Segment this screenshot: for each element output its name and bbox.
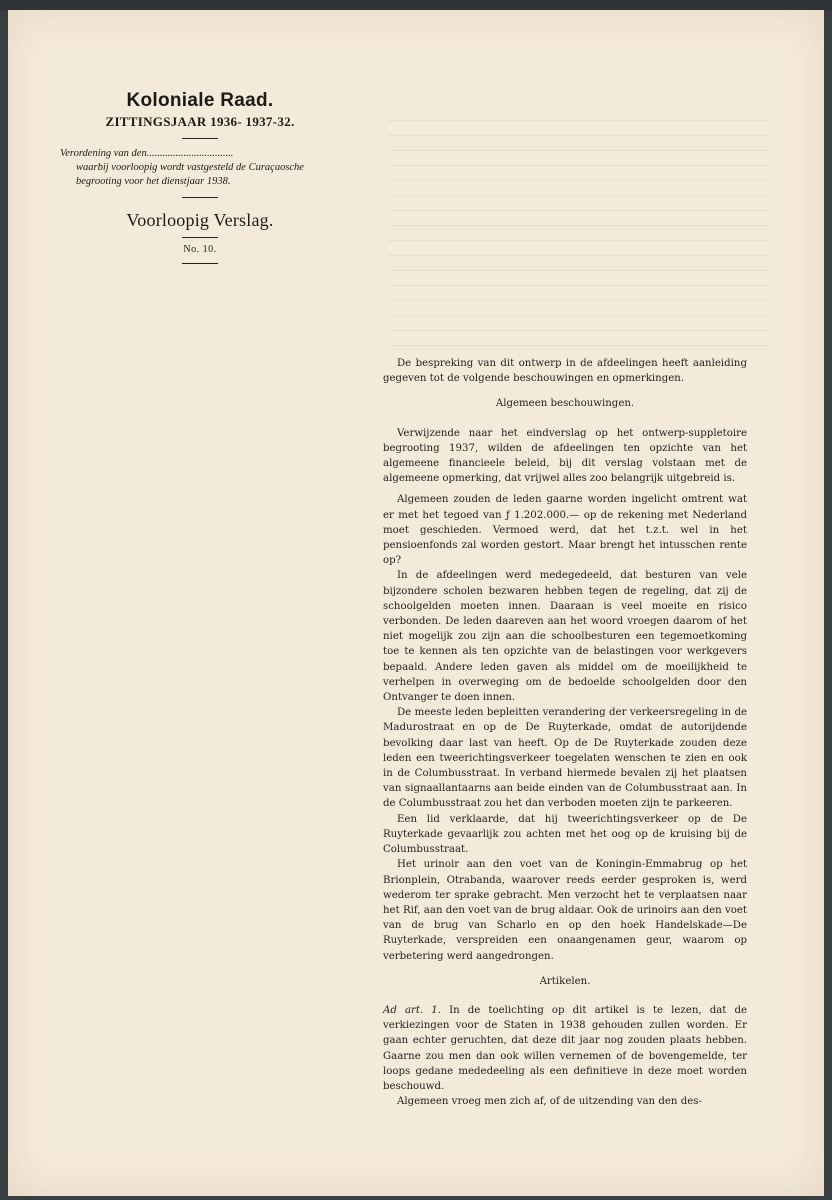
paragraph: Een lid verklaarde, dat hij tweerichtingsverkeer op de De Ruyterkade gevaarlijk zou achten met het oog op de kruising bij de Columbusstraat. — [383, 813, 747, 856]
report-title: Voorloopig Verslag. — [126, 210, 274, 230]
article-text: In de toelichting op dit artikel is te lezen, dat de verkiezingen voor de Staten in 1938 gehouden zullen worden. Er gaan echter geruchten, dat deze dit jaar nog zouden plaats hebben. Gaarne zou men dan ook willen vernemen of de bovengemelde, ter loops gedane mededeeling als een definitieve in deze moet worden beschouwd. — [383, 1004, 747, 1092]
session-year: ZITTINGSJAAR 1936- 1937-32. — [105, 114, 295, 129]
section-heading-general: Algemeen beschouwingen. — [495, 398, 635, 410]
paragraph: Algemeen vroeg men zich af, of de uitzending van den des- — [397, 1096, 702, 1108]
paragraph: Algemeen zouden de leden gaarne worden ingelicht omtrent wat er met het tegoed van ƒ 1.202.000.— op de rekening met Nederland moet geschieden. Vermoed werd, dat het t.z.t. wel in het pensioenfonds zal worden gestort. Maar brengt het intusschen rente op? — [383, 494, 747, 567]
paragraph: Het urinoir aan den voet van de Koningin-Emmabrug op het Brionplein, Otrabanda, waarover reeds eerder gesproken is, werd wederom ter sprake gebracht. Men verzocht het te verplaatsen naar het Rif, aan den voet van de brug aldaar. Ook de urinoirs aan den voet van de brug van Scharlo en op den hoek Handelskade—De Ruyterkade, verspreiden een onaangenamen geur, waarom op verbetering werd aangedrongen. — [383, 859, 747, 962]
ordinance-line-2: waarbij voorloopig wordt vastgesteld de Curaçaosche begrooting voor het dienstjaar 1938. — [76, 162, 304, 187]
paragraph: Verwijzende naar het eindverslag op het ontwerp-suppletoire begrooting 1937, wilden de afdeelingen ten opzichte van het algemeene financieele beleid, bij dit verslag volstaan met de algemeene opmerking, dat vrijwel alles zoo belangrijk uitgebreid is. — [383, 427, 747, 485]
report-body — [383, 356, 747, 1109]
divider — [182, 263, 218, 264]
divider — [182, 197, 218, 198]
show-through-text — [388, 110, 768, 350]
article-label: Ad art. 1. — [383, 1004, 442, 1016]
divider — [182, 138, 218, 139]
article-paragraph — [383, 1003, 747, 1094]
council-title: Koloniale Raad. — [126, 90, 274, 111]
document-header — [60, 90, 340, 272]
ordinance-description — [60, 147, 340, 189]
paragraph: In de afdeelingen werd medegedeeld, dat besturen van vele bijzondere scholen bezwaren hebben tegen de regeling, dat zij de schoolgelden moeten innen. Daaraan is veel moeite en risico verbonden. De leden daareven aan het woord vroegen daarom of het niet mogelijk zou zijn aan die schoolbesturen een tegemoetkoming toe te kennen als ten opzichte van de belastingen voor werkgevers bepaald. Andere leden gaven als middel om de moeilijkheid te verhelpen in overweging om de bedoelde schoolgelden door den Ontvanger te doen innen. — [383, 570, 747, 704]
report-number: No. 10. — [183, 244, 217, 255]
intro-paragraph: De bespreking van dit ontwerp in de afdeelingen heeft aanleiding gegeven tot de volgende beschouwingen en opmerkingen. — [383, 358, 747, 385]
divider — [182, 237, 218, 238]
paragraph: De meeste leden bepleitten verandering der verkeersregeling in de Madurostraat en op de De Ruyterkade, omdat de autorijdende bevolking daar last van heeft. Op de De Ruyterkade zouden deze leden een tweerichtingsverkeer toegelaten wenschen te zien en ook in de Columbusstraat. In verband hiermede bevalen zij het plaatsen van signaallantaarns aan beide einden van de Columbusstraat aan. In de Columbusstraat zou het dan verboden moeten zijn te parkeeren. — [383, 707, 747, 810]
scan-background — [0, 0, 832, 10]
ordinance-line-1: Verordening van den................................. — [60, 148, 234, 159]
section-heading-articles: Artikelen. — [539, 975, 591, 987]
